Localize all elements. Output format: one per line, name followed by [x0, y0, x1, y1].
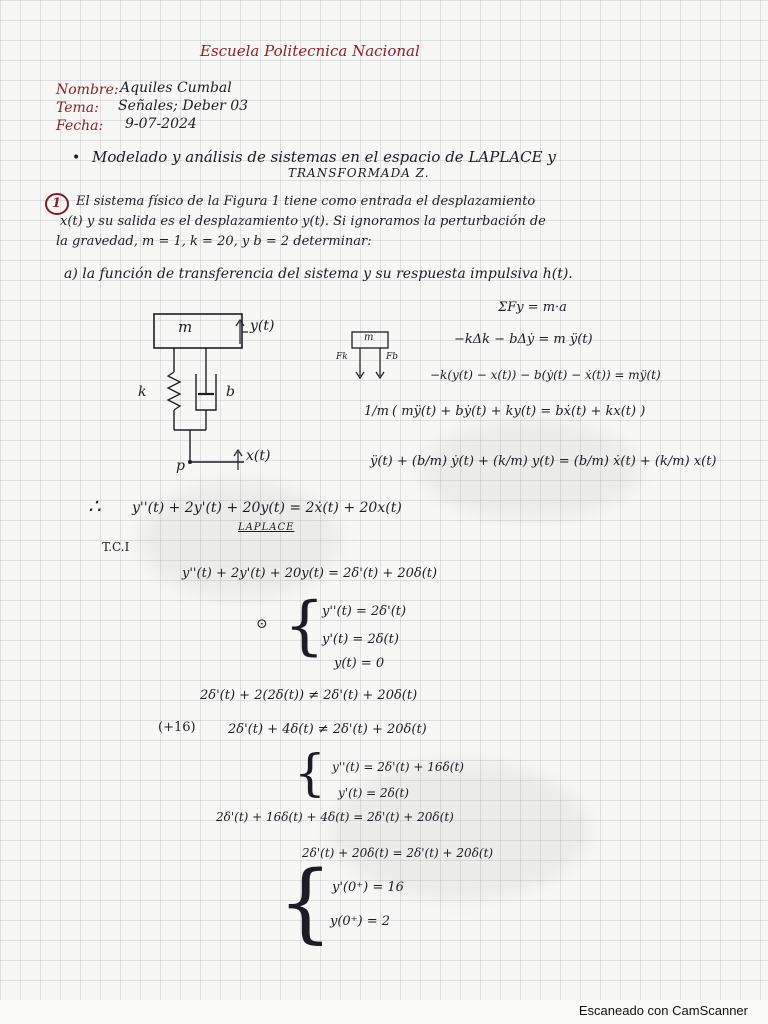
problem-line-1: El sistema físico de la Figura 1 tiene como entrada el desplazamiento	[76, 194, 536, 209]
diagram-output-label: y(t)	[250, 318, 275, 334]
tema-value: Señales; Deber 03	[118, 98, 249, 114]
eq-normalized: ÿ(t) + (b/m) ẏ(t) + (k/m) y(t) = (b/m) ẋ(t) + (k/m) x(t)	[370, 454, 717, 469]
tema-label: Tema:	[56, 100, 99, 116]
camscanner-footer: Escaneado con CamScanner	[578, 1003, 748, 1018]
topic-bullet: •	[72, 150, 81, 166]
laplace-label: LAPLACE	[238, 522, 295, 533]
fecha-label: Fecha:	[56, 118, 104, 134]
therefore-symbol: ∴	[88, 494, 101, 518]
problem-part-a: a) la función de transferencia del sistema y su respuesta impulsiva h(t).	[64, 266, 573, 282]
diagram-spring-label: k	[138, 384, 147, 400]
topic-line-1: Modelado y análisis de sistemas en el espacio de LAPLACE y	[92, 148, 556, 166]
problem-number: 1	[52, 196, 62, 211]
step-1: y''(t) + 2y'(t) + 20y(t) = 2δ'(t) + 20δ(t)	[182, 566, 438, 581]
step-4: 2δ'(t) + 4δ(t) ≠ 2δ'(t) + 20δ(t)	[228, 722, 427, 737]
fecha-value: 9-07-2024	[125, 116, 197, 132]
brace-1: {	[284, 589, 325, 663]
step-5a: y''(t) = 2δ'(t) + 16δ(t)	[332, 760, 464, 774]
diagram-input-label: x(t)	[246, 448, 271, 464]
step-3: 2δ'(t) + 2(2δ(t)) ≠ 2δ'(t) + 20δ(t)	[200, 688, 418, 703]
name-value: Aquiles Cumbal	[120, 80, 232, 96]
step-8a: y'(0⁺) = 16	[332, 880, 404, 895]
eq-forces: −kΔk − bΔẏ = m ÿ(t)	[454, 332, 593, 347]
fbd-mass-label: m	[364, 332, 374, 343]
step-circle-mark: ⊙	[256, 616, 268, 632]
eq-expanded: −k(y(t) − x(t)) − b(ẏ(t) − ẋ(t)) = mÿ(t)	[430, 368, 661, 382]
step-7: 2δ'(t) + 20δ(t) = 2δ'(t) + 20δ(t)	[302, 846, 494, 860]
step-4-label: (+16)	[158, 720, 196, 735]
fbd-fb-label: Fb	[386, 352, 399, 362]
tci-label: T.C.I	[102, 540, 130, 554]
diagram-mass-label: m	[178, 318, 193, 336]
eq-divide-m: 1/m	[364, 404, 389, 419]
fbd-fk-label: Fk	[336, 352, 348, 362]
step-8b: y(0⁺) = 2	[330, 914, 391, 929]
topic-line-2: TRANSFORMADA Z.	[288, 166, 430, 180]
step-2c: y(t) = 0	[334, 656, 385, 671]
step-5b: y'(t) = 2δ(t)	[338, 786, 409, 800]
diagram-point-label: p	[176, 458, 185, 474]
problem-line-3: la gravedad, m = 1, k = 20, y b = 2 determinar:	[56, 234, 372, 249]
name-label: Nombre:	[56, 82, 119, 98]
brace-2: {	[294, 744, 326, 802]
step-6: 2δ'(t) + 16δ(t) + 4δ(t) = 2δ'(t) + 20δ(t)	[216, 810, 454, 824]
school-title: Escuela Politecnica Nacional	[200, 42, 420, 60]
eq-sum-forces: ΣFy = m·a	[498, 300, 567, 315]
problem-line-2: x(t) y su salida es el desplazamiento y(t). Si ignoramos la perturbación de	[60, 214, 546, 229]
eq-rearranged: ( mÿ(t) + bẏ(t) + ky(t) = bẋ(t) + kx(t) )	[392, 404, 646, 419]
diagram-damper-label: b	[226, 384, 235, 400]
step-2b: y'(t) = 2δ(t)	[322, 632, 399, 647]
brace-3: {	[278, 853, 333, 953]
eq-differential: y''(t) + 2y'(t) + 20y(t) = 2ẋ(t) + 20x(t)	[132, 500, 402, 516]
free-body-diagram	[340, 328, 410, 384]
step-2a: y''(t) = 2δ'(t)	[322, 604, 407, 619]
